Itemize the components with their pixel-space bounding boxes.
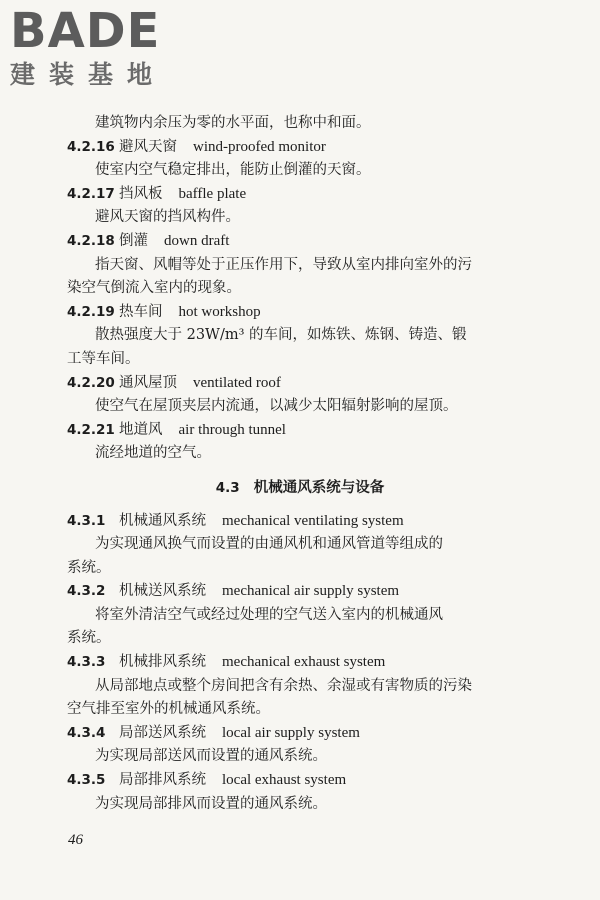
term-english: down draft bbox=[164, 232, 230, 249]
term-entry-4-2-17 bbox=[0, 183, 600, 207]
term-number: 4.2.17 bbox=[67, 185, 115, 202]
term-entry-4-3-5 bbox=[0, 769, 600, 793]
brand-logo bbox=[10, 4, 180, 94]
term-chinese: 地道风 bbox=[119, 421, 163, 438]
term-entry-4-3-2 bbox=[0, 580, 600, 604]
term-number: 4.3.4 bbox=[67, 724, 106, 741]
term-entry-4-3-1 bbox=[0, 510, 600, 534]
term-english: air through tunnel bbox=[178, 421, 286, 438]
definition-line: 为实现局部排风而设置的通风系统。 bbox=[95, 795, 327, 812]
definition-line: 避风天窗的挡风构件。 bbox=[95, 209, 240, 226]
term-entry-4-3-3 bbox=[0, 651, 600, 675]
term-chinese: 热车间 bbox=[119, 303, 163, 320]
term-english: local air supply system bbox=[222, 724, 360, 741]
definition-line: 染空气倒流入室内的现象。 bbox=[67, 280, 241, 297]
term-chinese: 机械排风系统 bbox=[119, 654, 206, 671]
term-english: mechanical exhaust system bbox=[222, 654, 386, 671]
term-chinese: 倒灌 bbox=[119, 232, 148, 249]
definition-line: 将室外清洁空气或经过处理的空气送入室内的机械通风 bbox=[95, 606, 443, 623]
term-chinese: 机械通风系统 bbox=[119, 512, 206, 529]
definition-line: 使空气在屋顶夹层内流通，以减少太阳辐射影响的屋顶。 bbox=[95, 398, 458, 415]
term-english: mechanical ventilating system bbox=[222, 512, 404, 529]
definition-line: 空气排至室外的机械通风系统。 bbox=[67, 701, 270, 718]
definition-line: 系统。 bbox=[67, 630, 111, 647]
term-chinese: 挡风板 bbox=[119, 185, 163, 202]
definition-line: 使室内空气稳定排出，能防止倒灌的天窗。 bbox=[95, 162, 371, 179]
term-number: 4.2.18 bbox=[67, 232, 115, 249]
definition-line: 流经地道的空气。 bbox=[95, 445, 211, 462]
document-body bbox=[0, 112, 600, 816]
term-number: 4.3.2 bbox=[67, 583, 106, 600]
definition-line: 指天窗、风帽等处于正压作用下，导致从室内排向室外的污 bbox=[95, 256, 472, 273]
term-chinese: 局部送风系统 bbox=[119, 724, 206, 741]
term-number: 4.2.21 bbox=[67, 421, 115, 438]
term-entry-4-2-21 bbox=[0, 419, 600, 443]
term-chinese: 通风屋顶 bbox=[119, 374, 177, 391]
paragraph-line: 建筑物内余压为零的水平面，也称中和面。 bbox=[95, 115, 371, 131]
term-entry-4-2-18 bbox=[0, 230, 600, 254]
term-chinese: 机械送风系统 bbox=[119, 583, 206, 600]
term-number: 4.2.16 bbox=[67, 138, 115, 155]
term-english: ventilated roof bbox=[193, 374, 281, 391]
term-number: 4.2.19 bbox=[67, 303, 115, 320]
logo-wordmark: BADE bbox=[10, 3, 161, 59]
term-chinese: 避风天窗 bbox=[119, 138, 177, 155]
term-entry-4-2-16 bbox=[0, 136, 600, 160]
term-number: 4.3.5 bbox=[67, 772, 106, 789]
term-chinese: 局部排风系统 bbox=[119, 772, 206, 789]
term-english: local exhaust system bbox=[222, 772, 347, 789]
term-english: mechanical air supply system bbox=[222, 583, 400, 600]
definition-line: 为实现通风换气而设置的由通风机和通风管道等组成的 bbox=[95, 536, 443, 553]
section-heading bbox=[0, 476, 600, 500]
term-number: 4.3.3 bbox=[67, 654, 106, 671]
definition-line: 散热强度大于 23W/m³ 的车间，如炼铁、炼钢、铸造、锻 bbox=[95, 327, 467, 344]
term-english: hot workshop bbox=[178, 303, 261, 320]
definition-line: 从局部地点或整个房间把含有余热、余湿或有害物质的污染 bbox=[95, 677, 472, 694]
term-number: 4.2.20 bbox=[67, 374, 115, 391]
definition-line: 工等车间。 bbox=[67, 350, 140, 367]
page-number: 46 bbox=[68, 832, 83, 848]
term-number: 4.3.1 bbox=[67, 512, 106, 529]
term-entry-4-2-19 bbox=[0, 301, 600, 325]
term-english: baffle plate bbox=[178, 185, 247, 202]
definition-line: 为实现局部送风而设置的通风系统。 bbox=[95, 748, 327, 765]
definition-line: 系统。 bbox=[67, 559, 111, 576]
section-number: 4.3 bbox=[215, 479, 240, 496]
logo-subtitle: 建装基地 bbox=[10, 60, 167, 89]
section-title: 机械通风系统与设备 bbox=[253, 478, 385, 496]
term-entry-4-3-4 bbox=[0, 722, 600, 746]
term-english: wind-proofed monitor bbox=[193, 138, 326, 155]
term-entry-4-2-20 bbox=[0, 372, 600, 396]
